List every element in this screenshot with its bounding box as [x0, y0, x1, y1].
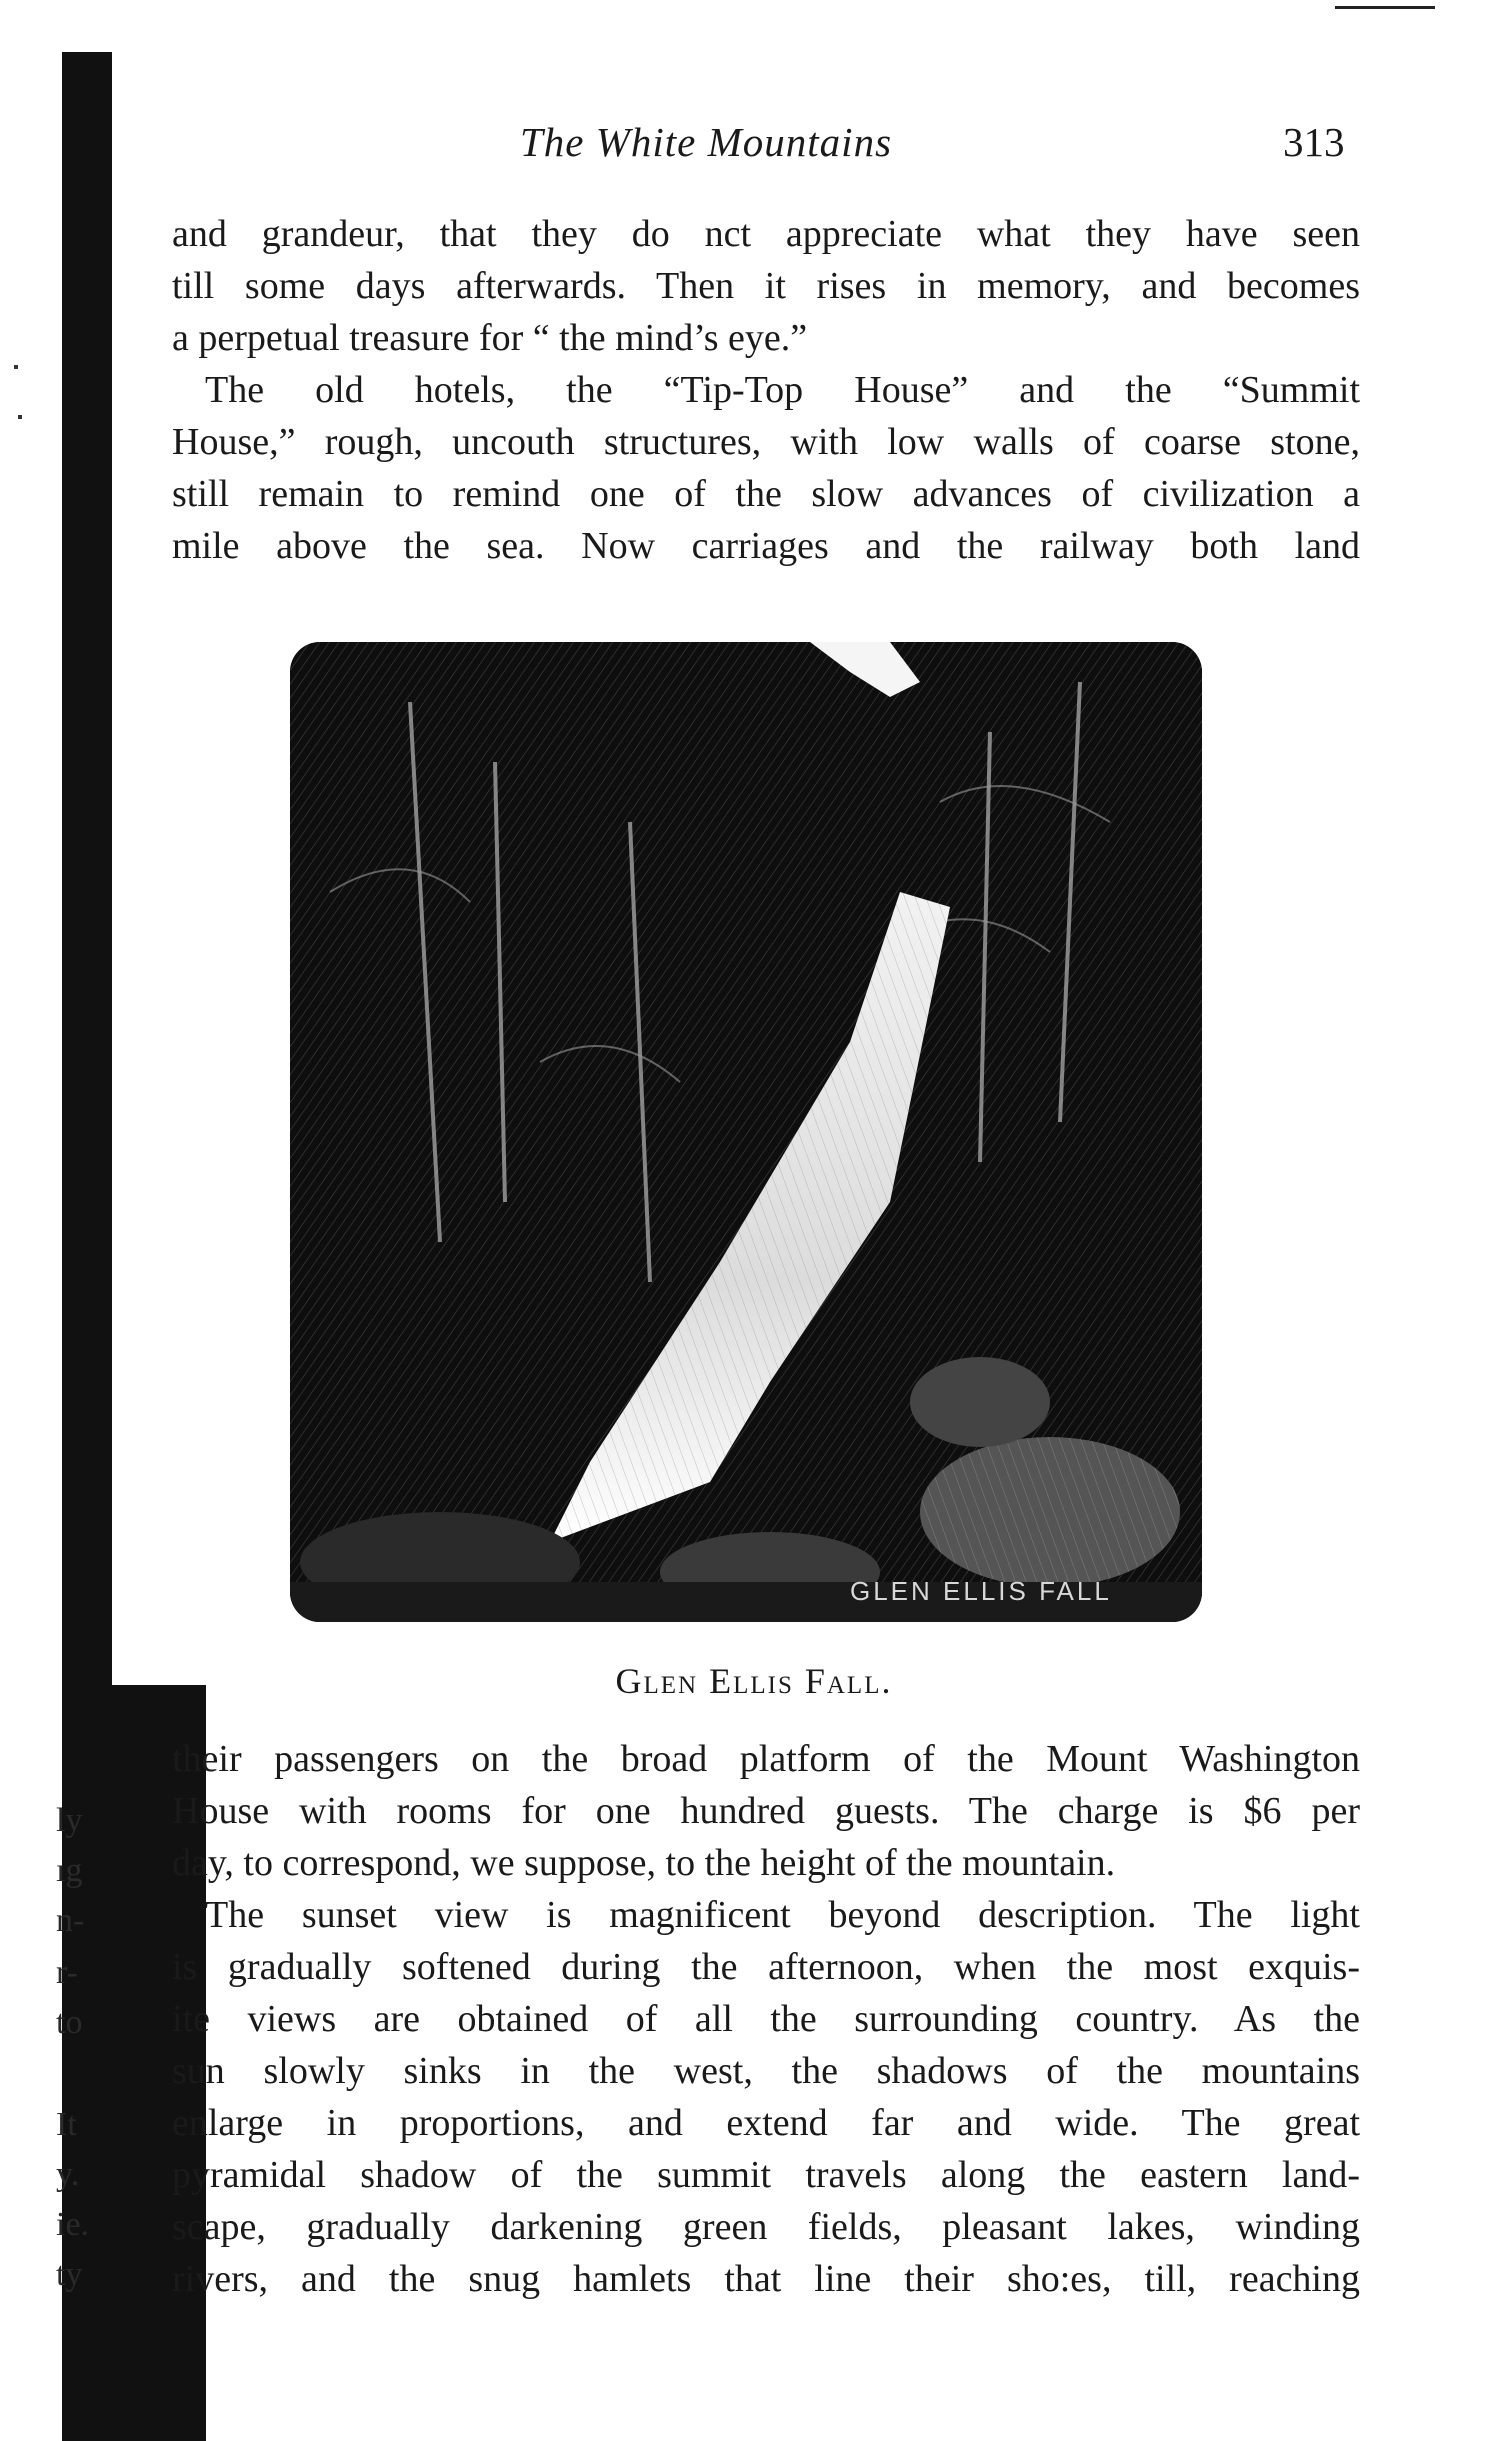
waterfall-engraving	[290, 642, 1202, 1622]
text-line: ite views are obtained of all the surrounding country. As the	[172, 1998, 1360, 2040]
text-line: their passengers on the broad platform of the Mount Washington	[172, 1738, 1360, 1780]
scan-speck	[14, 365, 18, 369]
text-line: House,” rough, uncouth structures, with low walls of coarse stone,	[172, 421, 1360, 463]
margin-fragment: ly	[56, 1802, 83, 1839]
text-line: still remain to remind one of the slow advances of civilization a	[172, 473, 1360, 515]
text-line: a perpetual treasure for “ the mind’s eye.”	[172, 317, 808, 359]
text-line: and grandeur, that they do nct appreciate what they have seen	[172, 213, 1360, 255]
top-rule	[1335, 6, 1435, 9]
margin-fragment: y.	[56, 2156, 80, 2193]
binding-shadow	[62, 52, 112, 2441]
illustration-caption: Glen Ellis Fall.	[615, 1661, 893, 1701]
margin-fragment: ie.	[56, 2206, 90, 2243]
text-line: is gradually softened during the afternoon, when the most exquis-	[172, 1946, 1360, 1988]
margin-fragment: ty	[56, 2256, 83, 2293]
text-line: mile above the sea. Now carriages and the railway both land	[172, 525, 1360, 567]
page-number: 313	[1283, 119, 1345, 165]
margin-fragment: ıg	[56, 1852, 83, 1889]
text-line: The old hotels, the “Tip-Top House” and the “Summit	[205, 369, 1360, 411]
text-line: House with rooms for one hundred guests. The charge is $6 per	[172, 1790, 1360, 1832]
text-line: pyramidal shadow of the summit travels along the eastern land-	[172, 2154, 1360, 2196]
engraved-label: GLEN ELLIS FALL	[850, 1576, 1112, 1606]
margin-fragment: r-	[56, 1954, 78, 1991]
text-line: day, to correspond, we suppose, to the height of the mountain.	[172, 1842, 1116, 1884]
margin-fragment: n-	[56, 1902, 85, 1939]
text-line: rivers, and the snug hamlets that line their sho:es, till, reaching	[172, 2258, 1360, 2300]
margin-fragment: It	[56, 2106, 77, 2143]
text-line: till some days afterwards. Then it rises in memory, and becomes	[172, 265, 1360, 307]
engraving-artwork	[290, 642, 1202, 1622]
text-line: The sunset view is magnificent beyond description. The light	[205, 1894, 1360, 1936]
text-line: scape, gradually darkening green fields, pleasant lakes, winding	[172, 2206, 1360, 2248]
text-line: sun slowly sinks in the west, the shadows of the mountains	[172, 2050, 1360, 2092]
running-title: The White Mountains	[520, 119, 893, 165]
text-line: enlarge in proportions, and extend far and wide. The great	[172, 2102, 1360, 2144]
scan-speck	[18, 415, 22, 419]
margin-fragment: to	[56, 2004, 83, 2041]
